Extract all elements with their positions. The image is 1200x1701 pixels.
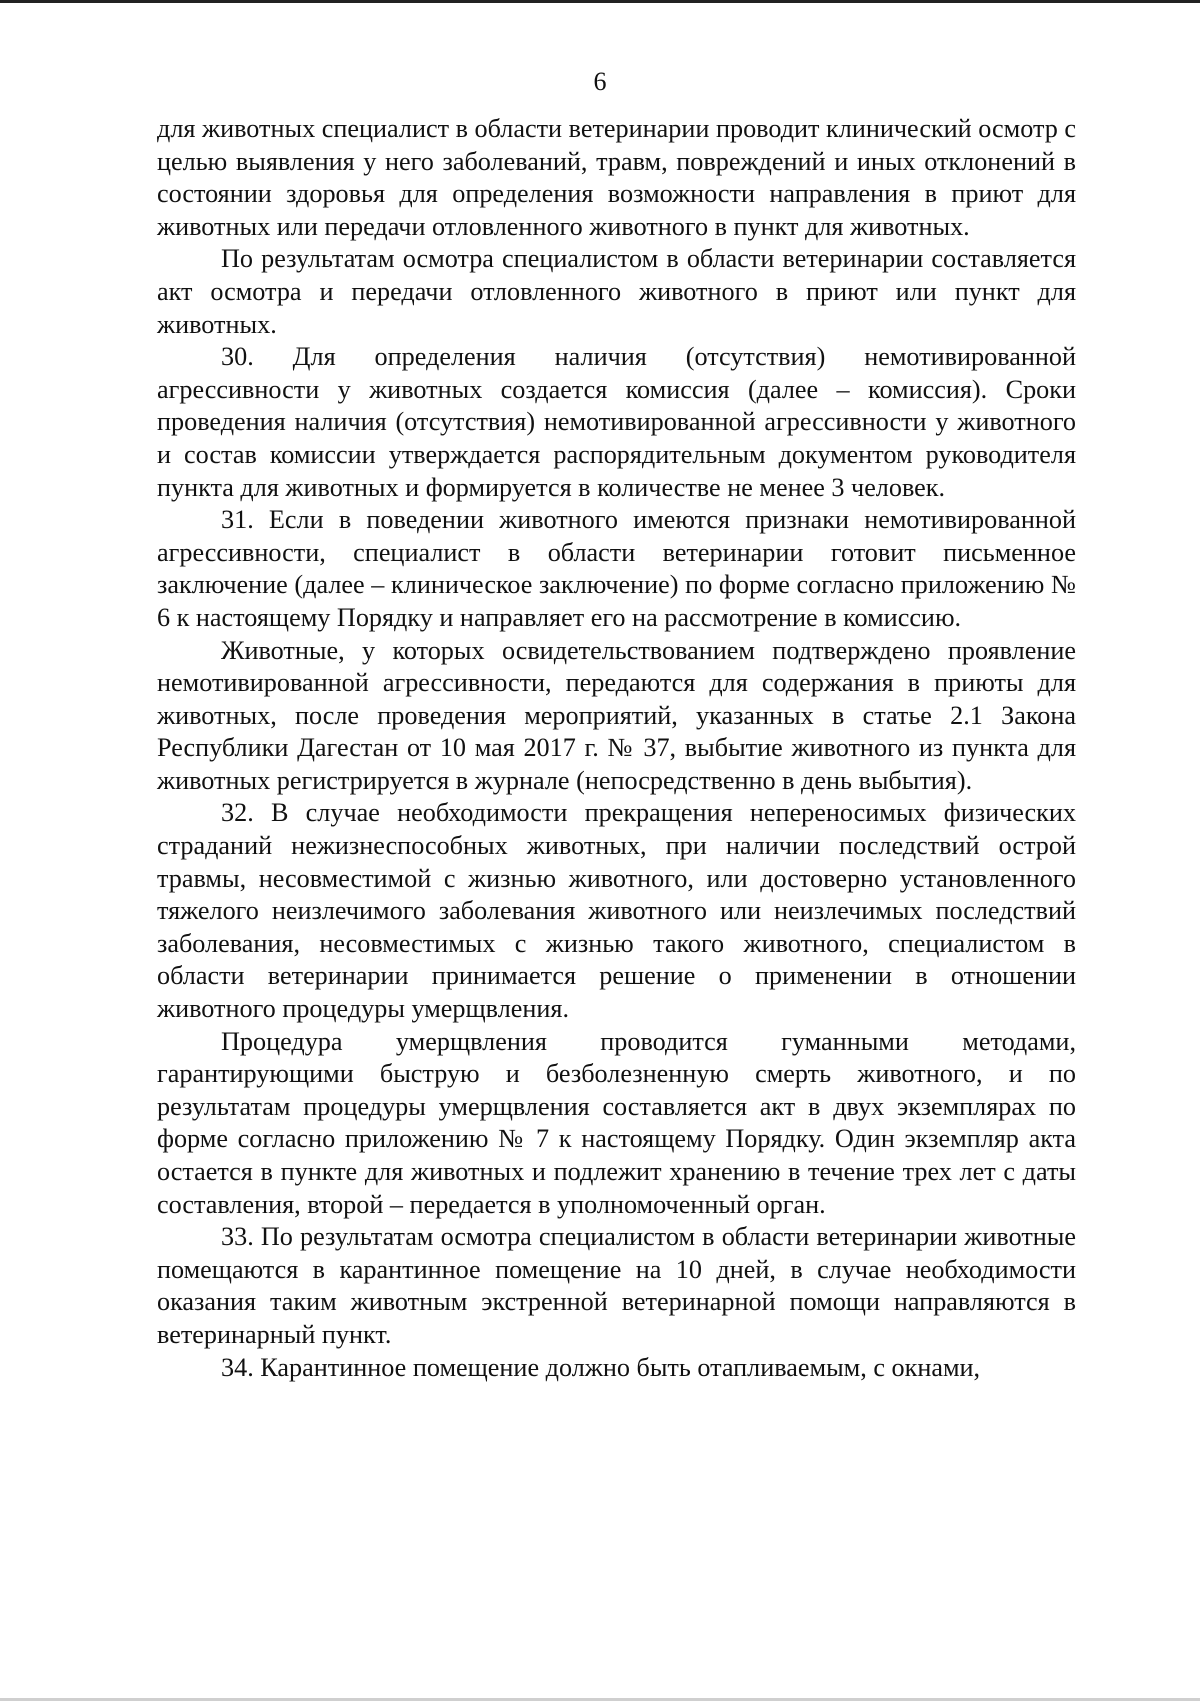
paragraph-clause-33: 33. По результатам осмотра специалистом в области ветеринарии животные помещаются в карантинное помещение на 10 дней, в случае необходимости оказания таким животным экстренной ветеринарной помощи направляются в ветеринарный пункт.: [157, 1222, 1076, 1349]
document-body: [157, 113, 1076, 1384]
paragraph-clause-32: 32. В случае необходимости прекращения непереносимых физических страданий нежизнеспособных животных, при наличии последствий острой травмы, несовместимой с жизнью животного, или достоверно установленного тяжелого неизлечимого заболевания животного или неизлечимых последствий заболевания, несовместимых с жизнью такого животного, специалистом в области ветеринарии принимается решение о применении в отношении животного процедуры умерщвления.: [157, 798, 1076, 1024]
page-number: 6: [593, 67, 607, 96]
paragraph-clause-31: 31. Если в поведении животного имеются признаки немотивированной агрессивности, специалист в области ветеринарии готовит письменное заключение (далее – клиническое заключение) по форме согласно приложению № 6 к настоящему Порядку и направляет его на рассмотрение в комиссию.: [157, 505, 1076, 632]
paragraph-continuation: для животных специалист в области ветеринарии проводит клинический осмотр с целью выявления у него заболеваний, травм, повреждений и иных отклонений в состоянии здоровья для определения возможности направления в приют для животных или передачи отловленного животного в пункт для животных.: [157, 114, 1076, 241]
scan-edge-top: [0, 0, 1200, 3]
paragraph-clause-34: 34. Карантинное помещение должно быть отапливаемым, с окнами,: [221, 1352, 981, 1382]
paragraph-aggressive-animals: Животные, у которых освидетельствованием подтверждено проявление немотивированной агрессивности, передаются для содержания в приюты для животных, после проведения мероприятий, указанных в статье 2.1 Закона Республики Дагестан от 10 мая 2017 г. № 37, выбытие животного из пункта для животных регистрируется в журнале (непосредственно в день выбытия).: [157, 635, 1076, 795]
paragraph-clause-30: 30. Для определения наличия (отсутствия) немотивированной агрессивности у животных создается комиссия (далее – комиссия). Сроки проведения наличия (отсутствия) немотивированной агрессивности у животного и состав комиссии утверждается распорядительным документом руководителя пункта для животных и формируется в количестве не менее 3 человек.: [157, 342, 1076, 502]
paragraph-euthanasia-procedure: Процедура умерщвления проводится гуманными методами, гарантирующими быструю и безболезненную смерть животного, и по результатам процедуры умерщвления составляется акт в двух экземплярах по форме согласно приложению № 7 к настоящему Порядку. Один экземпляр акта остается в пункте для животных и подлежит хранению в течение трех лет с даты составления, второй – передается в уполномоченный орган.: [157, 1026, 1076, 1219]
paragraph-inspection-act: По результатам осмотра специалистом в области ветеринарии составляется акт осмотра и передачи отловленного животного в приют или пункт для животных.: [157, 244, 1076, 339]
